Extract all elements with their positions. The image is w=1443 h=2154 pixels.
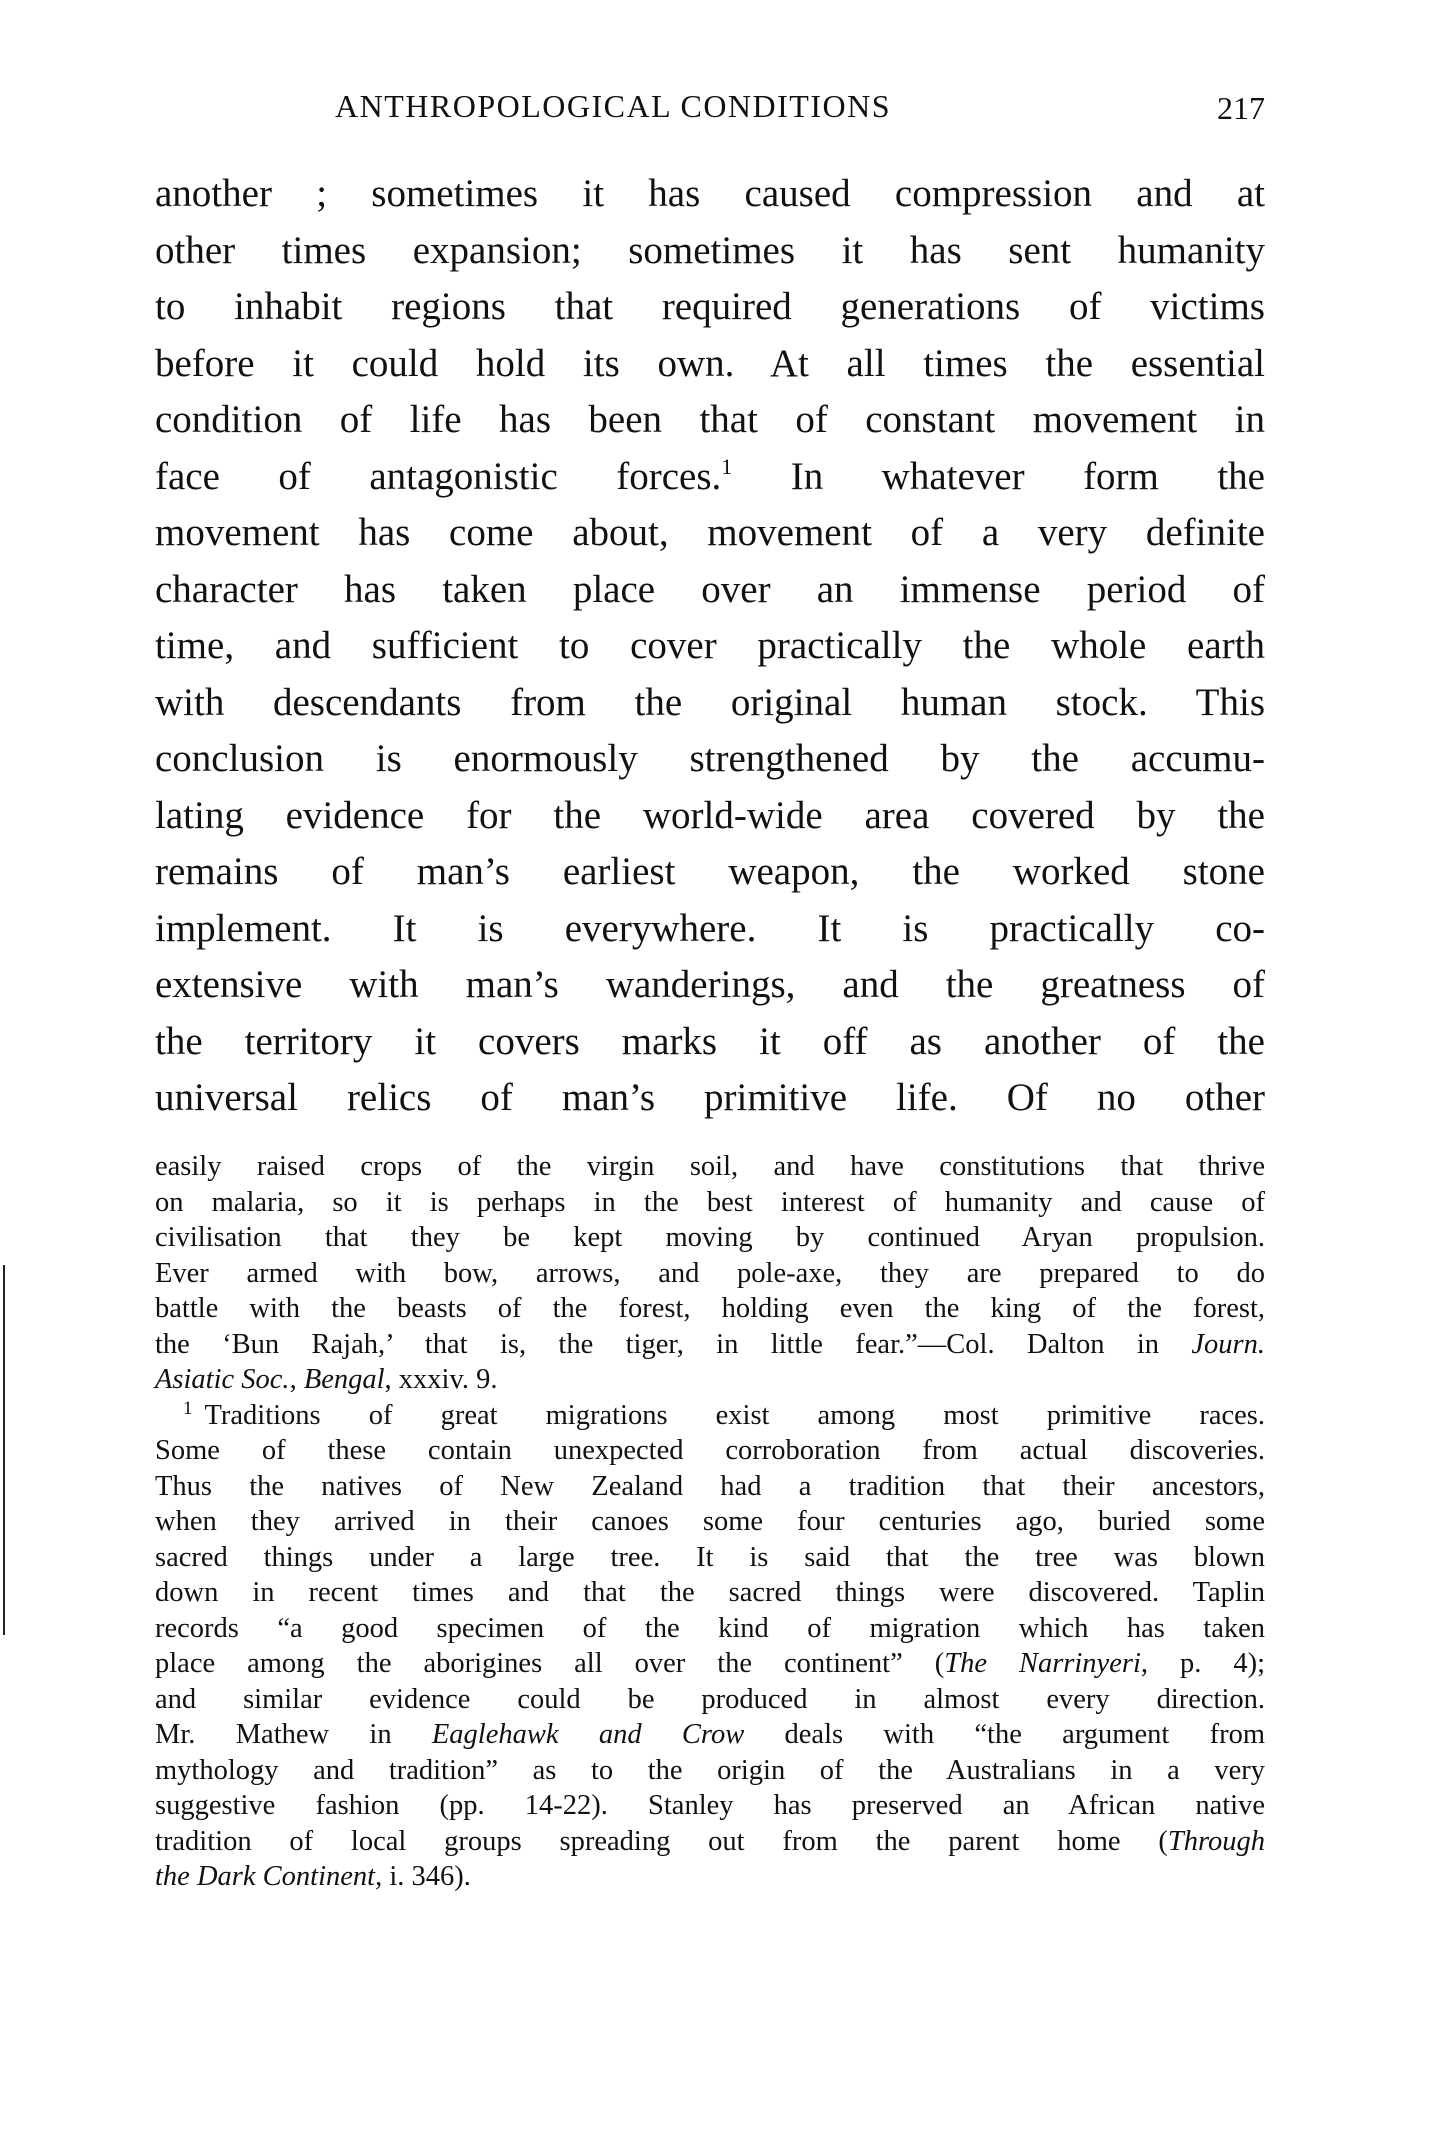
main-text: [155, 166, 1265, 1127]
text-segment: , p. 4);: [1140, 1648, 1265, 1679]
text-segment: tradition of local groups spreading out from the parent home (: [155, 1825, 1168, 1857]
text-segment: Mr. Mathew in: [155, 1719, 432, 1750]
text-segment: ,: [289, 1364, 304, 1395]
text-line: universal relics of man’s primitive life. Of no other: [155, 1076, 1265, 1119]
text-line: other times expansion; sometimes it has sent humanity: [155, 228, 1265, 272]
text-line: to inhabit regions that required generations of victims: [155, 285, 1265, 328]
text-line: time, and sufficient to cover practically the whole earth: [155, 624, 1265, 667]
note-line: Ever armed with bow, arrows, and pole-axe, they are prepared to do: [155, 1257, 1265, 1289]
text-line: [155, 449, 1265, 506]
text-line: another ; sometimes it has caused compression and at: [155, 172, 1265, 215]
note-line: suggestive fashion (pp. 14-22). Stanley has preserved an African native: [155, 1790, 1265, 1821]
footnote-reference[interactable]: 1: [721, 453, 733, 479]
footnotes: [155, 1149, 1265, 1895]
text-segment: deals with “the argument from: [744, 1719, 1265, 1750]
note-line: [155, 1398, 1265, 1434]
note-line: [155, 1362, 1265, 1398]
citation-title: the Dark Continent: [155, 1861, 376, 1892]
note-line: on malaria, so it is perhaps in the best interest of humanity and cause of: [155, 1186, 1265, 1218]
scan-margin-artifact: [3, 1465, 5, 1635]
text-line: remains of man’s earliest weapon, the worked stone: [155, 850, 1265, 893]
text-line: implement. It is everywhere. It is practically co-: [155, 906, 1265, 950]
scan-margin-artifact: [3, 1265, 5, 1465]
citation-title: Through: [1167, 1825, 1265, 1857]
text-line: character has taken place over an immense period of: [155, 567, 1265, 611]
text-segment: In whatever form the: [790, 454, 1265, 498]
note-line: [155, 1859, 1265, 1895]
note-line: Thus the natives of New Zealand had a tradition that their ancestors,: [155, 1470, 1265, 1502]
citation-title: Eaglehawk and Crow: [431, 1719, 745, 1750]
citation-title: Bengal: [303, 1364, 385, 1395]
note-line: [155, 1717, 1265, 1753]
text-line: before it could hold its own. At all times the essential: [155, 341, 1265, 385]
text-line: conclusion is enormously strengthened by the accumu-: [155, 737, 1265, 780]
text-segment: Traditions of great migrations exist among most primitive races.: [204, 1399, 1265, 1431]
text-line: lating evidence for the world-wide area covered by the: [155, 793, 1265, 837]
note-line: [155, 1824, 1265, 1860]
text-line: condition of life has been that of constant movement in: [155, 398, 1265, 441]
note-line: easily raised crops of the virgin soil, and have constitutions that thrive: [155, 1151, 1265, 1182]
note-line: [155, 1327, 1265, 1363]
note-line: Some of these contain unexpected corroboration from actual discoveries.: [155, 1435, 1265, 1466]
note-line: and similar evidence could be produced in almost every direction.: [155, 1683, 1265, 1715]
running-title: ANTHROPOLOGICAL CONDITIONS: [335, 88, 892, 124]
note-line: battle with the beasts of the forest, holding even the king of the forest,: [155, 1293, 1265, 1324]
page-number: 217: [1217, 90, 1265, 126]
text-line: extensive with man’s wanderings, and the greatness of: [155, 963, 1265, 1006]
note-line: records “a good specimen of the kind of migration which has taken: [155, 1612, 1265, 1644]
footnote-1: [155, 1398, 1265, 1895]
text-segment: face of antagonistic forces.: [155, 454, 722, 498]
note-line: when they arrived in their canoes some four centuries ago, buried some: [155, 1506, 1265, 1537]
note-line: mythology and tradition” as to the origin of the Australians in a very: [155, 1754, 1265, 1786]
running-head: [155, 88, 1265, 128]
text-segment: the ‘Bun Rajah,’ that is, the tiger, in little fear.”—Col. Dalton in: [155, 1328, 1192, 1360]
text-line: with descendants from the original human stock. This: [155, 680, 1265, 724]
text-line: the territory it covers marks it off as another of the: [155, 1019, 1265, 1063]
note-line: [155, 1646, 1265, 1682]
text-segment: , xxxiv. 9.: [384, 1364, 498, 1395]
note-line: civilisation that they be kept moving by continued Aryan propulsion.: [155, 1222, 1265, 1253]
citation-title: The Narrinyeri: [944, 1648, 1141, 1679]
citation-title: Asiatic Soc.: [155, 1364, 290, 1395]
note-line: down in recent times and that the sacred things were discovered. Taplin: [155, 1577, 1265, 1608]
citation-title: Journ.: [1191, 1328, 1265, 1360]
footnote-marker: 1: [183, 1397, 193, 1419]
footnote-continued: [155, 1149, 1265, 1398]
note-line: sacred things under a large tree. It is said that the tree was blown: [155, 1541, 1265, 1573]
text-segment: place among the aborigines all over the continent” (: [155, 1648, 945, 1679]
text-line: movement has come about, movement of a very definite: [155, 511, 1265, 554]
text-segment: , i. 346).: [375, 1861, 471, 1892]
